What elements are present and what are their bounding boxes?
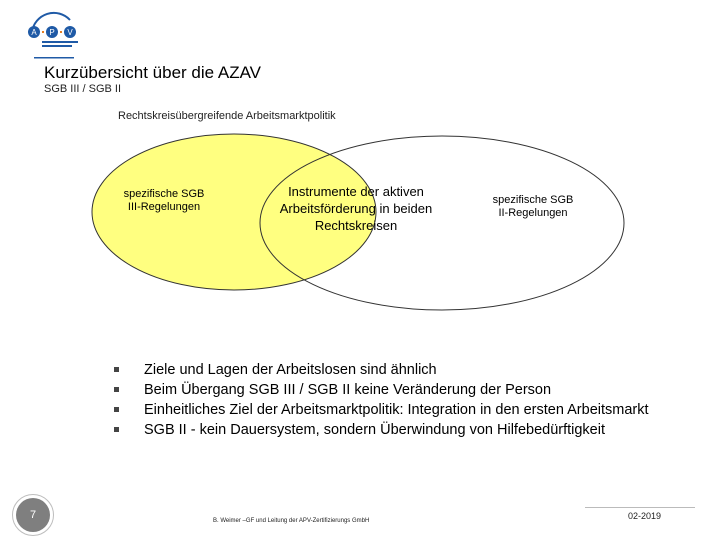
venn-intersection-label: Instrumente der aktiven Arbeitsförderung in beiden Rechtskreisen xyxy=(279,184,433,233)
bullet-icon xyxy=(114,367,119,372)
page-number: 7 xyxy=(16,498,50,532)
diagram-heading: Rechtskreisübergreifende Arbeitsmarktpolitik xyxy=(118,110,336,122)
venn-right-label: spezifische SGB II-Regelungen xyxy=(492,194,574,219)
footer-date: 02-2019 xyxy=(628,511,662,521)
svg-text:P: P xyxy=(49,28,55,37)
bullet-text: SGB II - kein Dauersystem, sondern Überwindung von Hilfebedürftigkeit xyxy=(144,422,605,438)
footer-author: B. Weimer –GF und Leitung der APV-Zertifizierungs GmbH xyxy=(213,518,370,524)
bullet-item xyxy=(112,362,692,378)
footer-divider xyxy=(585,507,695,508)
bullet-icon xyxy=(114,387,119,392)
bullet-icon xyxy=(114,427,119,432)
page-title: Kurzübersicht über die AZAV xyxy=(44,63,262,82)
bullet-item xyxy=(112,402,692,418)
bullet-item xyxy=(112,382,692,398)
bullet-list xyxy=(112,362,692,442)
svg-text:V: V xyxy=(67,28,73,37)
bullet-text: Einheitliches Ziel der Arbeitsmarktpolitik: Integration in den ersten Arbeitsmarkt xyxy=(144,402,649,418)
bullet-text: Beim Übergang SGB III / SGB II keine Veränderung der Person xyxy=(144,382,552,398)
bullet-item xyxy=(112,422,692,438)
page-subtitle: SGB III / SGB II xyxy=(44,83,122,95)
bullet-icon xyxy=(114,407,119,412)
bullet-text: Ziele und Lagen der Arbeitslosen sind ähnlich xyxy=(144,362,437,378)
venn-left-label: spezifische SGB III-Regelungen xyxy=(123,188,205,213)
svg-text:A: A xyxy=(31,28,37,37)
